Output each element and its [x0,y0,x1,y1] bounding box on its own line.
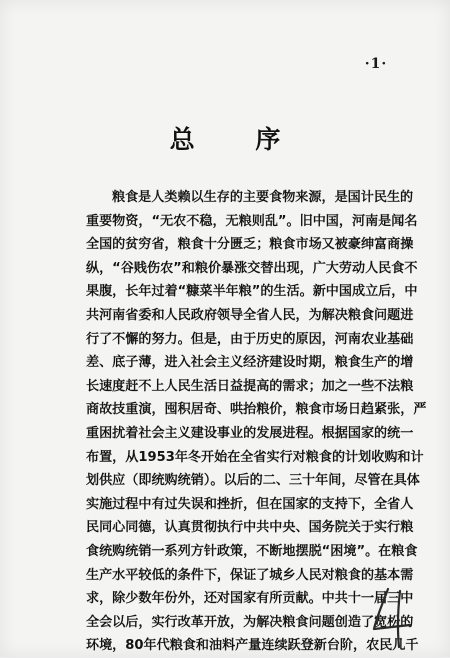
text-line: 划供应（即统购统销）。以后的二、三十年间，尽管在具体 [86,473,420,489]
text-line: 实施过程中有过失误和挫折，但在国家的支持下，全省人 [86,496,414,512]
text-line: 长速度赶不上人民生活日益提高的需求；加之一些不法粮 [86,378,414,394]
text-line: 商故技重演，囤积居奇、哄抬粮价，粮食市场日趋紧张，严 [86,402,427,418]
text-line: 果腹，长年过着“糠菜半年粮”的生活。新中国成立后，中 [86,284,418,300]
text-line: 全会以后，实行改革开放，为解决粮食问题创造了宽松的 [86,614,414,630]
text-line: 全国的贫穷省，粮食十分匮乏；粮食市场又被豪绅富商操 [86,237,414,253]
text-line: 粮食是人类赖以生存的主要食物来源，是国计民生的 [112,190,414,205]
text-line: 重要物资，“无农不稳，无粮则乱”。旧中国，河南是闻名 [86,213,418,229]
body-paragraph [86,186,427,658]
text-line: 环境，80年代粮食和油料产量连续跃登新台阶，农民几千 [86,638,419,654]
page-title: 总 序 [169,125,307,154]
page-number: ·1· [364,56,388,72]
text-line: 民同心同德，认真贯彻执行中共中央、国务院关于实行粮 [86,520,414,536]
text-line: 求，除少数年份外，还对国家有所贡献。中共十一届三中 [86,591,414,607]
text-line: 纵，“谷贱伤农”和粮价暴涨交替出现，广大劳动人民食不 [86,260,418,276]
text-line: 生产水平较低的条件下，保证了城乡人民对粮食的基本需 [86,567,414,583]
text-line: 共河南省委和人民政府领导全省人民，为解决粮食问题进 [86,307,414,323]
text-line: 布置，从1953年冬开始在全省实行对粮食的计划收购和计 [86,449,424,465]
handwritten-page-mark [370,585,416,651]
text-line: 重困扰着社会主义建设事业的发展进程。根据国家的统一 [86,425,414,441]
text-line: 行了不懈的努力。但是，由于历史的原因，河南农业基础 [86,331,414,347]
text-line: 食统购统销一系列方针政策，不断地摆脱“困境”。在粮食 [86,543,418,559]
text-line: 差、底子薄，进入社会主义经济建设时期，粮食生产的增 [86,355,414,371]
